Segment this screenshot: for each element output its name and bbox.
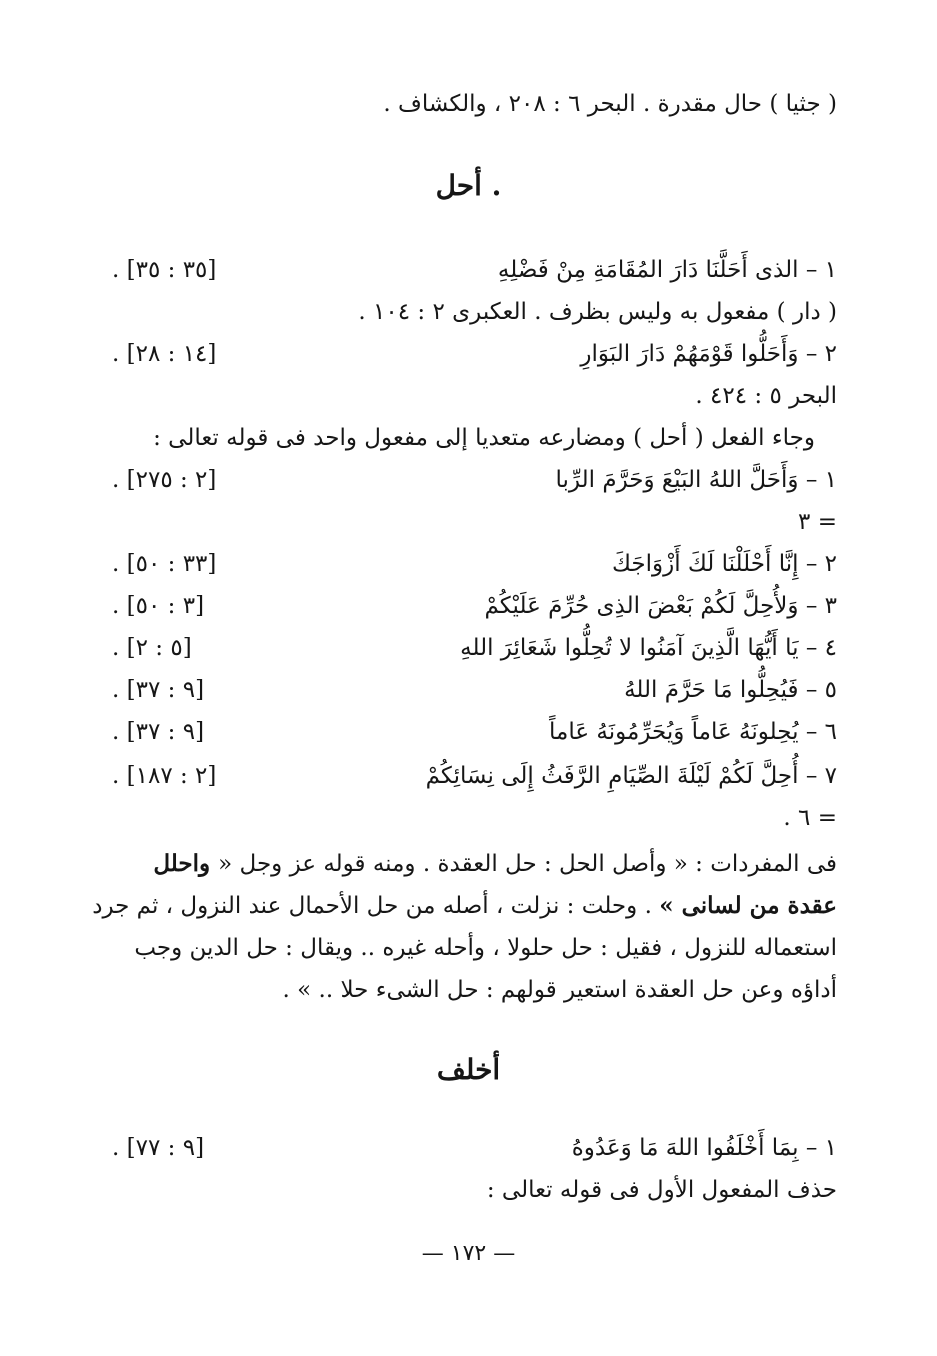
verse-reference: . [٩ : ٧٧]	[112, 1135, 205, 1161]
intro-line: وجاء الفعل ( أحل ) ومضارعه متعديا إلى مفعول واحد فى قوله تعالى :	[153, 425, 815, 451]
verse-reference: . [٣٥ : ٣٥]	[112, 257, 217, 283]
verse-reference: . [٢ : ١٨٧]	[112, 763, 217, 789]
verse-line: ٢ – إِنَّا أَحْلَلْنَا لَكَ أَزْوَاجَكَ	[612, 551, 837, 577]
verse-reference: . [٣ : ٥٠]	[112, 593, 205, 619]
verse-line: ٣ – وَلأُحِلَّ لَكُمْ بَعْضَ الذِى حُرِّمَ عَلَيْكُمْ	[484, 593, 837, 619]
verse-line: ٦ – يُحِلونَهُ عَاماً وَيُحَرِّمُونَهُ عَاماً	[549, 719, 837, 745]
section-heading-akhlafa: أخلف	[436, 1053, 501, 1086]
verse-reference: . [٩ : ٣٧]	[112, 719, 205, 745]
verse-line: ٧ – أُحِلَّ لَكُمْ لَيْلَةَ الصِّيَامِ الرَّفَثُ إِلَى نِسَائِكُمْ	[425, 763, 837, 789]
count-line: = ٣	[798, 509, 837, 535]
paragraph-text: . وحلت : نزلت ، أصله من حل الأحمال عند النزول ، ثم جرد	[92, 893, 660, 919]
note-line: البحر ٥ : ٤٢٤ .	[695, 383, 837, 409]
verse-reference: . [٩ : ٣٧]	[112, 677, 205, 703]
verse-line: ١ – الذى أَحَلَّنَا دَارَ المُقَامَةِ مِنْ فَضْلِهِ	[497, 257, 837, 283]
note-line: ( دار ) مفعول به وليس بظرف . العكبرى ٢ : ١٠٤ .	[358, 299, 837, 325]
intro-line: حذف المفعول الأول فى قوله تعالى :	[486, 1177, 837, 1203]
verse-reference: . [٢ : ٢٧٥]	[112, 467, 217, 493]
verse-reference: . [٥ : ٢]	[112, 635, 192, 661]
verse-line: ١ – وَأَحَلَّ اللهُ البَيْعَ وَحَرَّمَ الرِّبا	[555, 467, 837, 493]
page-number: — ١٧٢ —	[421, 1241, 516, 1266]
verse-reference: . [١٤ : ٢٨]	[112, 341, 217, 367]
verse-line: ٥ – فَيُحِلُّوا مَا حَرَّمَ اللهُ	[624, 677, 837, 703]
top-line: ( جثيا ) حال مقدرة . البحر ٦ : ٢٠٨ ، والكشاف .	[383, 91, 837, 117]
paragraph-line: أداؤه وعن حل العقدة استعير قولهم : حل الشىء حلا .. » .	[282, 977, 837, 1003]
verse-line: ٤ – يَا أَيُّهَا الَّذِينَ آمَنُوا لا تُحِلُّوا شَعَائِرَ اللهِ	[460, 635, 837, 661]
quoted-verse-text: واحلل	[153, 850, 219, 877]
quoted-verse-text: عقدة من لسانى »	[659, 892, 837, 919]
section-heading-ahalla: أحل .	[435, 169, 502, 202]
paragraph-line	[92, 890, 837, 922]
paragraph-line: استعماله للنزول ، فقيل : حل حلولا ، وأحله غيره .. ويقال : حل الدين وجب	[134, 935, 837, 961]
count-line: = ٦ .	[783, 805, 837, 831]
verse-line: ١ – بِمَا أَخْلَفُوا اللهَ مَا وَعَدُوهُ	[571, 1135, 837, 1161]
verse-reference: . [٣٣ : ٥٠]	[112, 551, 217, 577]
verse-line: ٢ – وَأَحَلُّوا قَوْمَهُمْ دَارَ البَوَارِ	[580, 341, 837, 367]
paragraph-text: فى المفردات : « وأصل الحل : حل العقدة . ومنه قوله عز وجل «	[218, 851, 837, 877]
paragraph-line	[153, 848, 837, 880]
